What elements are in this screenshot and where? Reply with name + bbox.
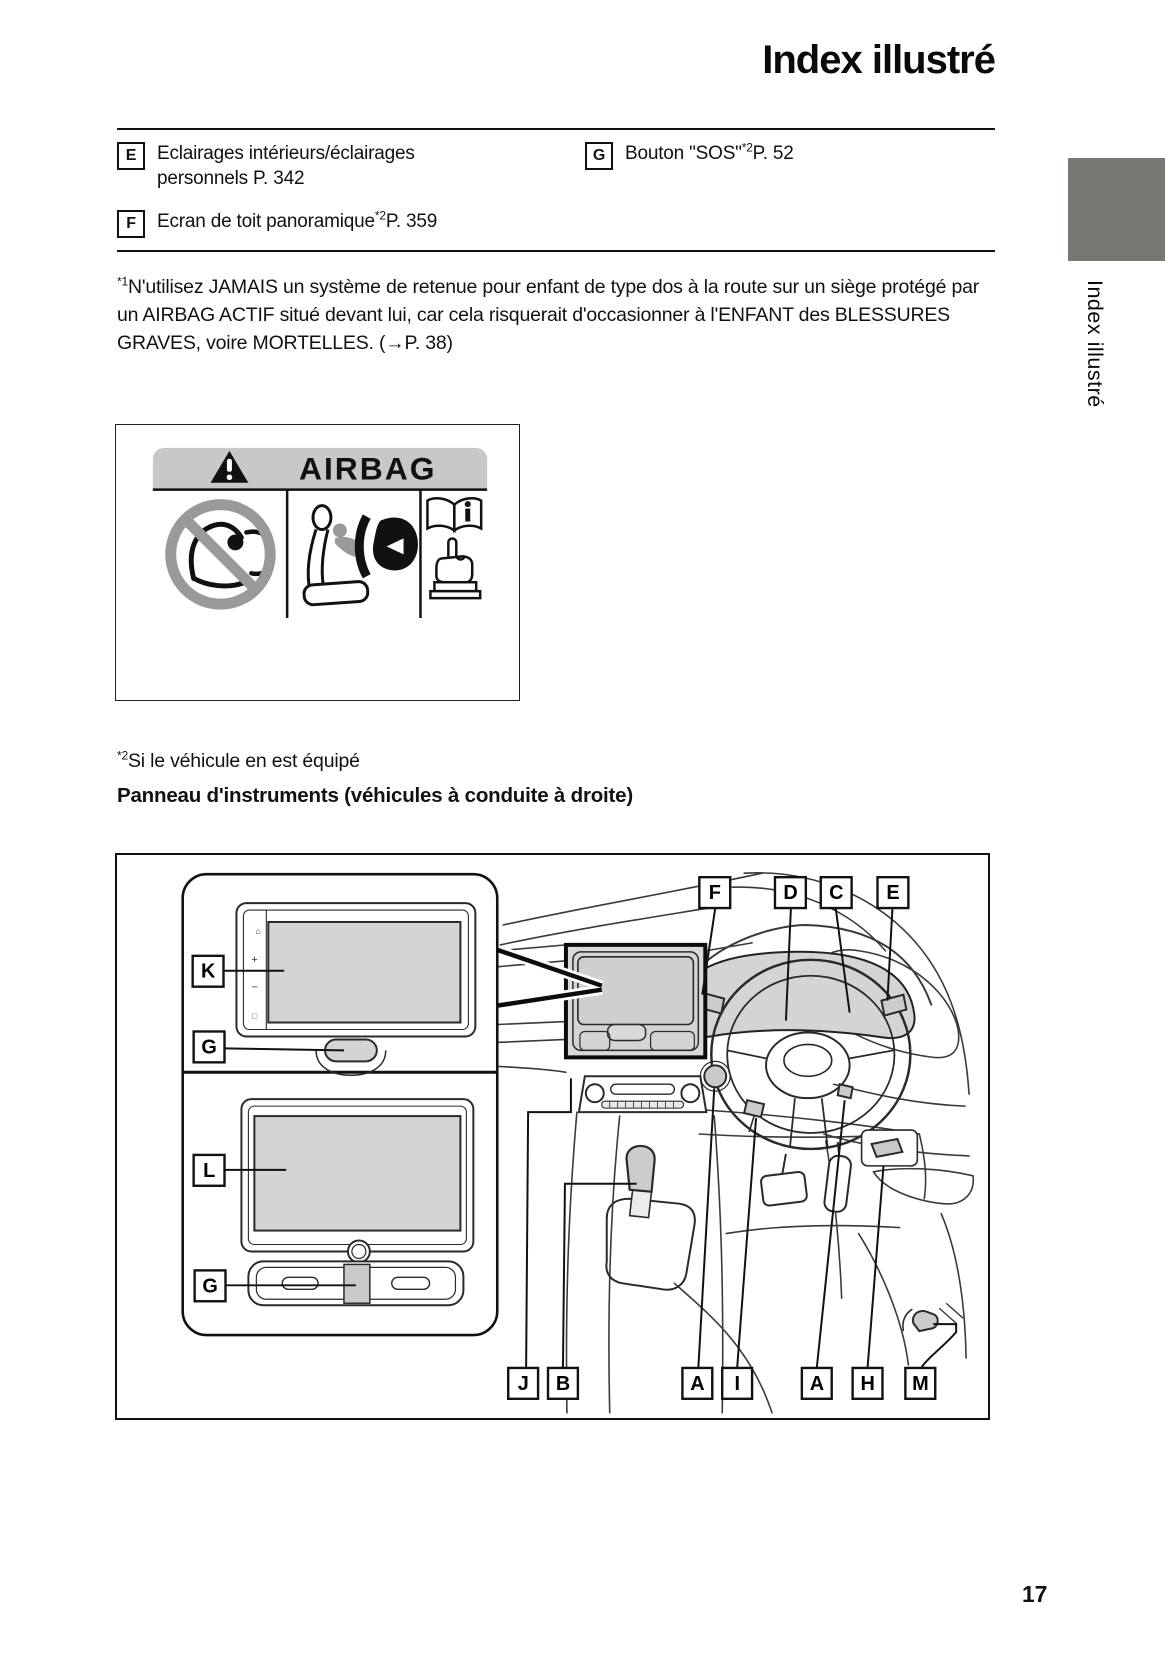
callout-box-g: G bbox=[585, 142, 613, 170]
index-item-e-text bbox=[157, 141, 497, 192]
tray-detail bbox=[248, 1261, 463, 1305]
callout-c: C bbox=[829, 882, 844, 905]
footnote-2-text: Si le véhicule en est équipé bbox=[127, 750, 360, 772]
hood-release-lever bbox=[903, 1303, 963, 1331]
index-item-g-label: Bouton "SOS" bbox=[625, 143, 742, 164]
page-title: Index illustré bbox=[762, 38, 995, 82]
index-item-e-page: P. 342 bbox=[247, 168, 305, 190]
footnote-1 bbox=[117, 274, 1005, 358]
callout-l: L bbox=[203, 1159, 216, 1182]
callout-e: E bbox=[886, 882, 900, 905]
footnote-2 bbox=[117, 750, 360, 773]
callout-g2: G bbox=[202, 1275, 218, 1298]
callout-boxes-top bbox=[699, 877, 908, 908]
footnote-2-marker: *2 bbox=[117, 748, 128, 763]
chapter-tab bbox=[1068, 158, 1165, 261]
detail-panel bbox=[183, 874, 498, 1335]
index-item-g-sup: *2 bbox=[741, 140, 753, 155]
index-item-g-page: P. 52 bbox=[752, 143, 794, 164]
svg-text:+: + bbox=[251, 953, 258, 966]
index-column-right bbox=[585, 141, 995, 238]
shift-lever bbox=[606, 1146, 694, 1290]
callout-m: M bbox=[912, 1372, 929, 1395]
callout-b: B bbox=[555, 1372, 571, 1395]
callout-box-f: F bbox=[117, 210, 145, 238]
section-heading: Panneau d'instruments (véhicules à conduite à droite) bbox=[117, 784, 633, 807]
callout-d: D bbox=[783, 882, 798, 905]
index-item-g-text bbox=[625, 141, 794, 166]
index-item-f-sup: *2 bbox=[374, 208, 386, 223]
index-item-e bbox=[117, 141, 585, 192]
page-number: 17 bbox=[1022, 1581, 1048, 1607]
callout-boxes-bottom bbox=[508, 1368, 935, 1399]
callout-box-e: E bbox=[117, 142, 145, 170]
callout-j: J bbox=[517, 1372, 529, 1395]
svg-text:−: − bbox=[251, 981, 258, 994]
center-display bbox=[566, 945, 705, 1057]
airbag-label-drawing bbox=[116, 425, 519, 701]
index-item-f bbox=[117, 209, 585, 238]
callout-a2: A bbox=[809, 1372, 824, 1395]
footnote-1-marker: *1 bbox=[117, 274, 128, 289]
index-item-g bbox=[585, 141, 995, 170]
index-item-f-label: Ecran de toit panoramique bbox=[157, 210, 375, 232]
instrument-panel-drawing bbox=[117, 855, 988, 1418]
index-item-e-label: Eclairages intérieurs/éclairages personnels bbox=[157, 143, 415, 190]
instrument-panel-figure bbox=[115, 853, 990, 1420]
callout-k: K bbox=[200, 960, 216, 983]
svg-text:□: □ bbox=[252, 1011, 257, 1021]
start-switch bbox=[704, 1065, 726, 1087]
svg-text:⌂: ⌂ bbox=[255, 925, 261, 936]
tilt-lever bbox=[744, 1100, 764, 1117]
callout-h: H bbox=[860, 1372, 875, 1395]
divider-top bbox=[117, 128, 995, 130]
divider-bottom bbox=[117, 250, 995, 252]
climate-panel bbox=[579, 1076, 706, 1112]
airbag-deployment-icon bbox=[303, 506, 418, 606]
callout-f: F bbox=[708, 882, 721, 905]
chapter-side-label: Index illustré bbox=[1083, 280, 1107, 408]
callout-g1: G bbox=[201, 1036, 217, 1059]
callout-a1: A bbox=[690, 1372, 705, 1395]
lower-display-detail bbox=[241, 1099, 473, 1262]
index-list bbox=[117, 141, 995, 238]
callout-i: I bbox=[734, 1372, 740, 1395]
airbag-warning-figure bbox=[115, 424, 520, 701]
index-column-left bbox=[117, 141, 585, 238]
airbag-label-title: AIRBAG bbox=[298, 450, 437, 487]
footnote-1-text: N'utilisez JAMAIS un système de retenue pour enfant de type dos à la route sur un siège protégé par un AIRBAG ACTIF situé devant lui, car cela risquerait d'occasionner à l'ENFANT des BLESSURES GRAVES, voire MORTELLES. (→P. 38) bbox=[117, 276, 980, 354]
see-owners-manual-icon bbox=[427, 498, 481, 598]
index-item-f-page: P. 359 bbox=[385, 210, 438, 232]
paddle-switch bbox=[838, 1084, 853, 1098]
index-item-f-text bbox=[157, 209, 437, 234]
